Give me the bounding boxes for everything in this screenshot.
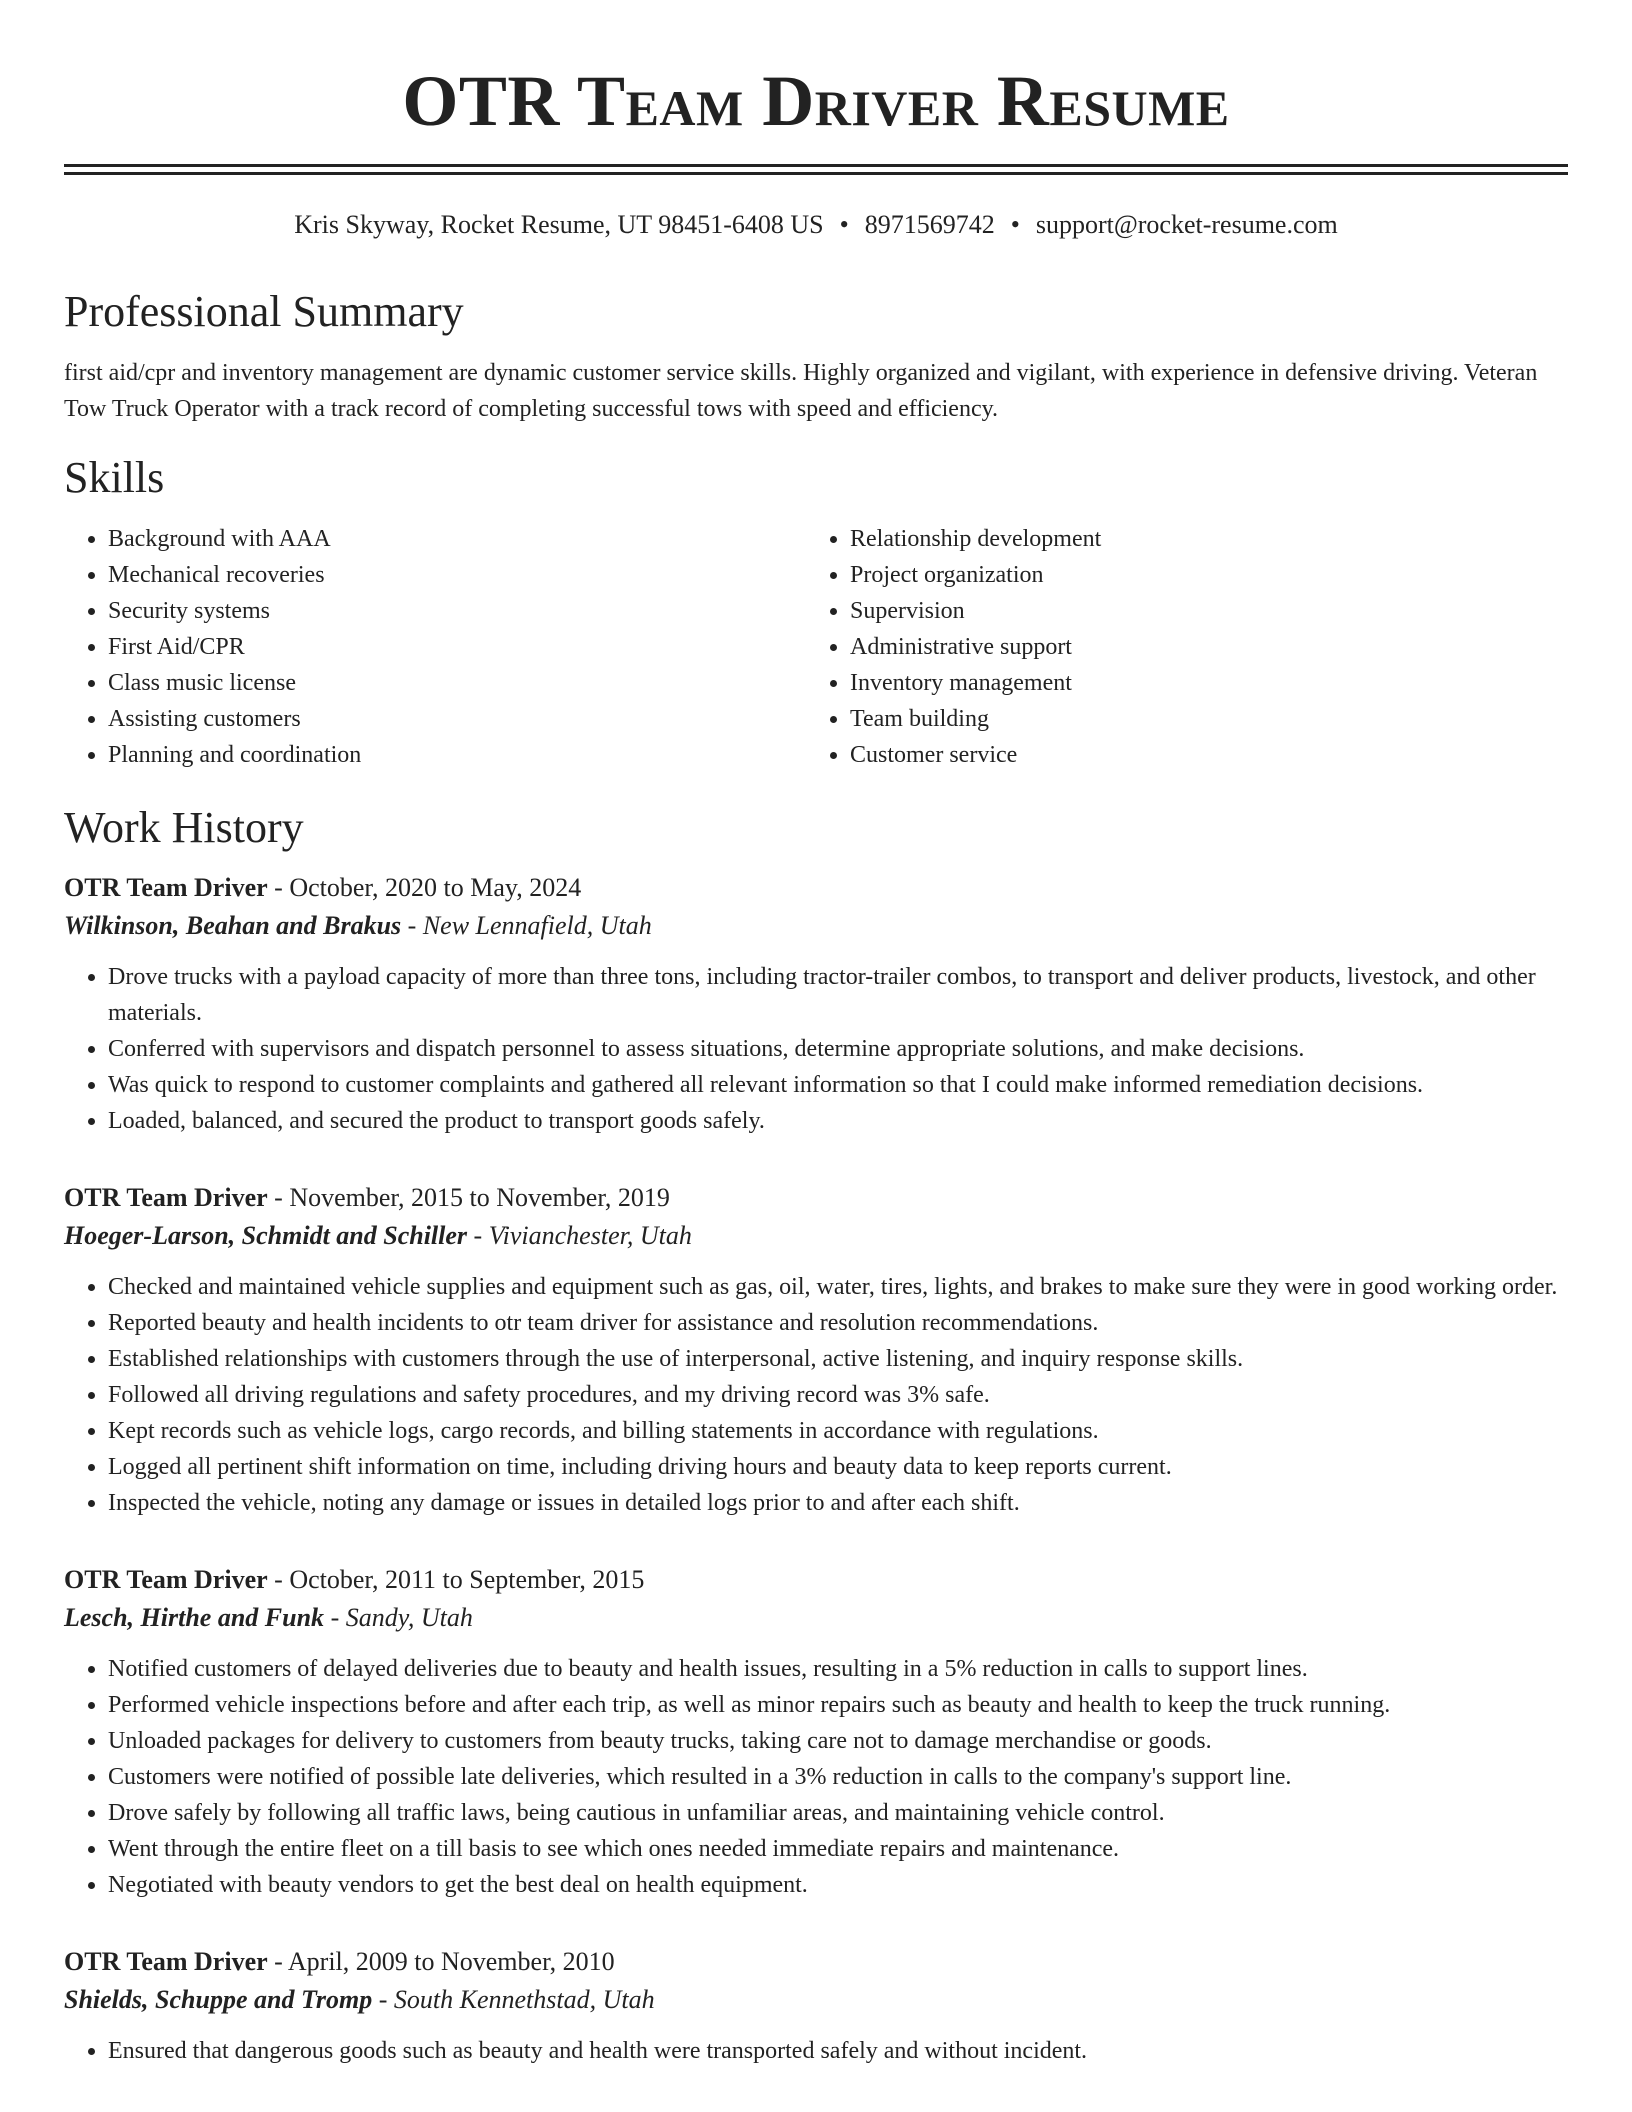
summary-heading: Professional Summary [64, 287, 464, 336]
job-bullet: • Followed all driving regulations and safety procedures, and my driving record was 3% safe. [108, 1377, 1568, 1413]
skill-item: • Mechanical recoveries [108, 557, 806, 593]
job-bullet: • Went through the entire fleet on a till basis to see which ones needed immediate repairs and maintenance. [108, 1831, 1568, 1867]
job-dates: - April, 2009 to November, 2010 [267, 1947, 615, 1976]
job-bullets [64, 959, 1568, 1139]
skill-item: • Security systems [108, 593, 806, 629]
job-title-line [64, 1179, 1568, 1217]
job-entry [64, 1179, 1568, 1521]
job-bullet: • Unloaded packages for delivery to customers from beauty trucks, taking care not to damage merchandise or goods. [108, 1723, 1568, 1759]
job-bullet: • Notified customers of delayed deliveries due to beauty and health issues, resulting in a 5% reduction in calls to support lines. [108, 1651, 1568, 1687]
contact-separator: • [839, 210, 849, 239]
job-dates: - October, 2020 to May, 2024 [267, 873, 582, 902]
skill-item: • Background with AAA [108, 521, 806, 557]
skill-item: • Customer service [850, 737, 1548, 773]
job-company: Shields, Schuppe and Tromp [64, 1985, 373, 2014]
skill-item: • Relationship development [850, 521, 1548, 557]
skill-item: • Project organization [850, 557, 1548, 593]
skill-item: • Planning and coordination [108, 737, 806, 773]
job-bullet: • Reported beauty and health incidents to otr team driver for assistance and resolution recommendations. [108, 1305, 1568, 1341]
job-bullet: • Kept records such as vehicle logs, cargo records, and billing statements in accordance with regulations. [108, 1413, 1568, 1449]
job-company-line [64, 907, 1568, 945]
summary-text: first aid/cpr and inventory management are dynamic customer service skills. Highly organized and vigilant, with experience in defensive driving. Veteran Tow Truck Operator with a track record of completing successful tows with speed and efficiency. [64, 360, 1538, 422]
work-history-heading: Work History [64, 803, 304, 852]
job-location: - South Kennethstad, Utah [372, 1985, 655, 2014]
contact-line [64, 209, 1568, 241]
job-company-line [64, 1981, 1568, 2019]
job-bullets [64, 1269, 1568, 1521]
job-company: Lesch, Hirthe and Funk [64, 1603, 325, 1632]
job-bullet: • Logged all pertinent shift information on time, including driving hours and beauty data to keep reports current. [108, 1449, 1568, 1485]
resume-title: OTR Team Driver Resume [402, 61, 1230, 141]
job-location: - Sandy, Utah [324, 1603, 473, 1632]
skill-item: • Inventory management [850, 665, 1548, 701]
job-bullet: • Established relationships with customers through the use of interpersonal, active listening, and inquiry response skills. [108, 1341, 1568, 1377]
skills-list-left [64, 521, 806, 773]
skill-item: • Class music license [108, 665, 806, 701]
skill-item: • First Aid/CPR [108, 629, 806, 665]
job-entry [64, 869, 1568, 1139]
job-bullet: • Performed vehicle inspections before and after each trip, as well as minor repairs such as beauty and health to keep the truck running. [108, 1687, 1568, 1723]
job-bullet: • Customers were notified of possible late deliveries, which resulted in a 3% reduction in calls to the company's support line. [108, 1759, 1568, 1795]
job-company-line [64, 1217, 1568, 1255]
contact-address: Kris Skyway, Rocket Resume, UT 98451-6408 US [294, 210, 824, 239]
job-title: OTR Team Driver [64, 873, 268, 902]
job-bullet: • Drove safely by following all traffic laws, being cautious in unfamiliar areas, and maintaining vehicle control. [108, 1795, 1568, 1831]
job-title-line [64, 1943, 1568, 1981]
job-company: Wilkinson, Beahan and Brakus [64, 911, 402, 940]
job-entry [64, 1943, 1568, 2069]
job-company-line [64, 1599, 1568, 1637]
job-bullet: • Ensured that dangerous goods such as beauty and health were transported safely and without incident. [108, 2033, 1568, 2069]
job-bullet: • Drove trucks with a payload capacity of more than three tons, including tractor-trailer combos, to transport and deliver products, livestock, and other materials. [108, 959, 1568, 1031]
job-bullets [64, 1651, 1568, 1903]
job-dates: - October, 2011 to September, 2015 [267, 1565, 645, 1594]
job-bullet: • Inspected the vehicle, noting any damage or issues in detailed logs prior to and after each shift. [108, 1485, 1568, 1521]
job-location: - Vivianchester, Utah [467, 1221, 692, 1250]
contact-email: support@rocket-resume.com [1035, 210, 1338, 239]
skill-item: • Administrative support [850, 629, 1548, 665]
skill-item: • Team building [850, 701, 1548, 737]
job-company: Hoeger-Larson, Schmidt and Schiller [64, 1221, 468, 1250]
job-dates: - November, 2015 to November, 2019 [267, 1183, 670, 1212]
job-title: OTR Team Driver [64, 1947, 268, 1976]
skills-columns [64, 521, 1568, 773]
skills-list-right [806, 521, 1548, 773]
skill-item: • Assisting customers [108, 701, 806, 737]
job-title: OTR Team Driver [64, 1565, 268, 1594]
contact-separator: • [1010, 210, 1020, 239]
job-title-line [64, 1561, 1568, 1599]
job-bullet: • Checked and maintained vehicle supplies and equipment such as gas, oil, water, tires, lights, and brakes to make sure they were in good working order. [108, 1269, 1568, 1305]
job-title-line [64, 869, 1568, 907]
job-bullet: • Loaded, balanced, and secured the product to transport goods safely. [108, 1103, 1568, 1139]
job-bullet: • Conferred with supervisors and dispatch personnel to assess situations, determine appropriate solutions, and make decisions. [108, 1031, 1568, 1067]
job-bullet: • Negotiated with beauty vendors to get the best deal on health equipment. [108, 1867, 1568, 1903]
skill-item: • Supervision [850, 593, 1548, 629]
job-bullet: • Was quick to respond to customer complaints and gathered all relevant information so that I could make informed remediation decisions. [108, 1067, 1568, 1103]
job-title: OTR Team Driver [64, 1183, 268, 1212]
job-bullets [64, 2033, 1568, 2069]
contact-phone: 8971569742 [864, 210, 995, 239]
skills-heading: Skills [64, 453, 165, 502]
job-entry [64, 1561, 1568, 1903]
title-double-rule [64, 164, 1568, 175]
job-location: - New Lennafield, Utah [401, 911, 652, 940]
